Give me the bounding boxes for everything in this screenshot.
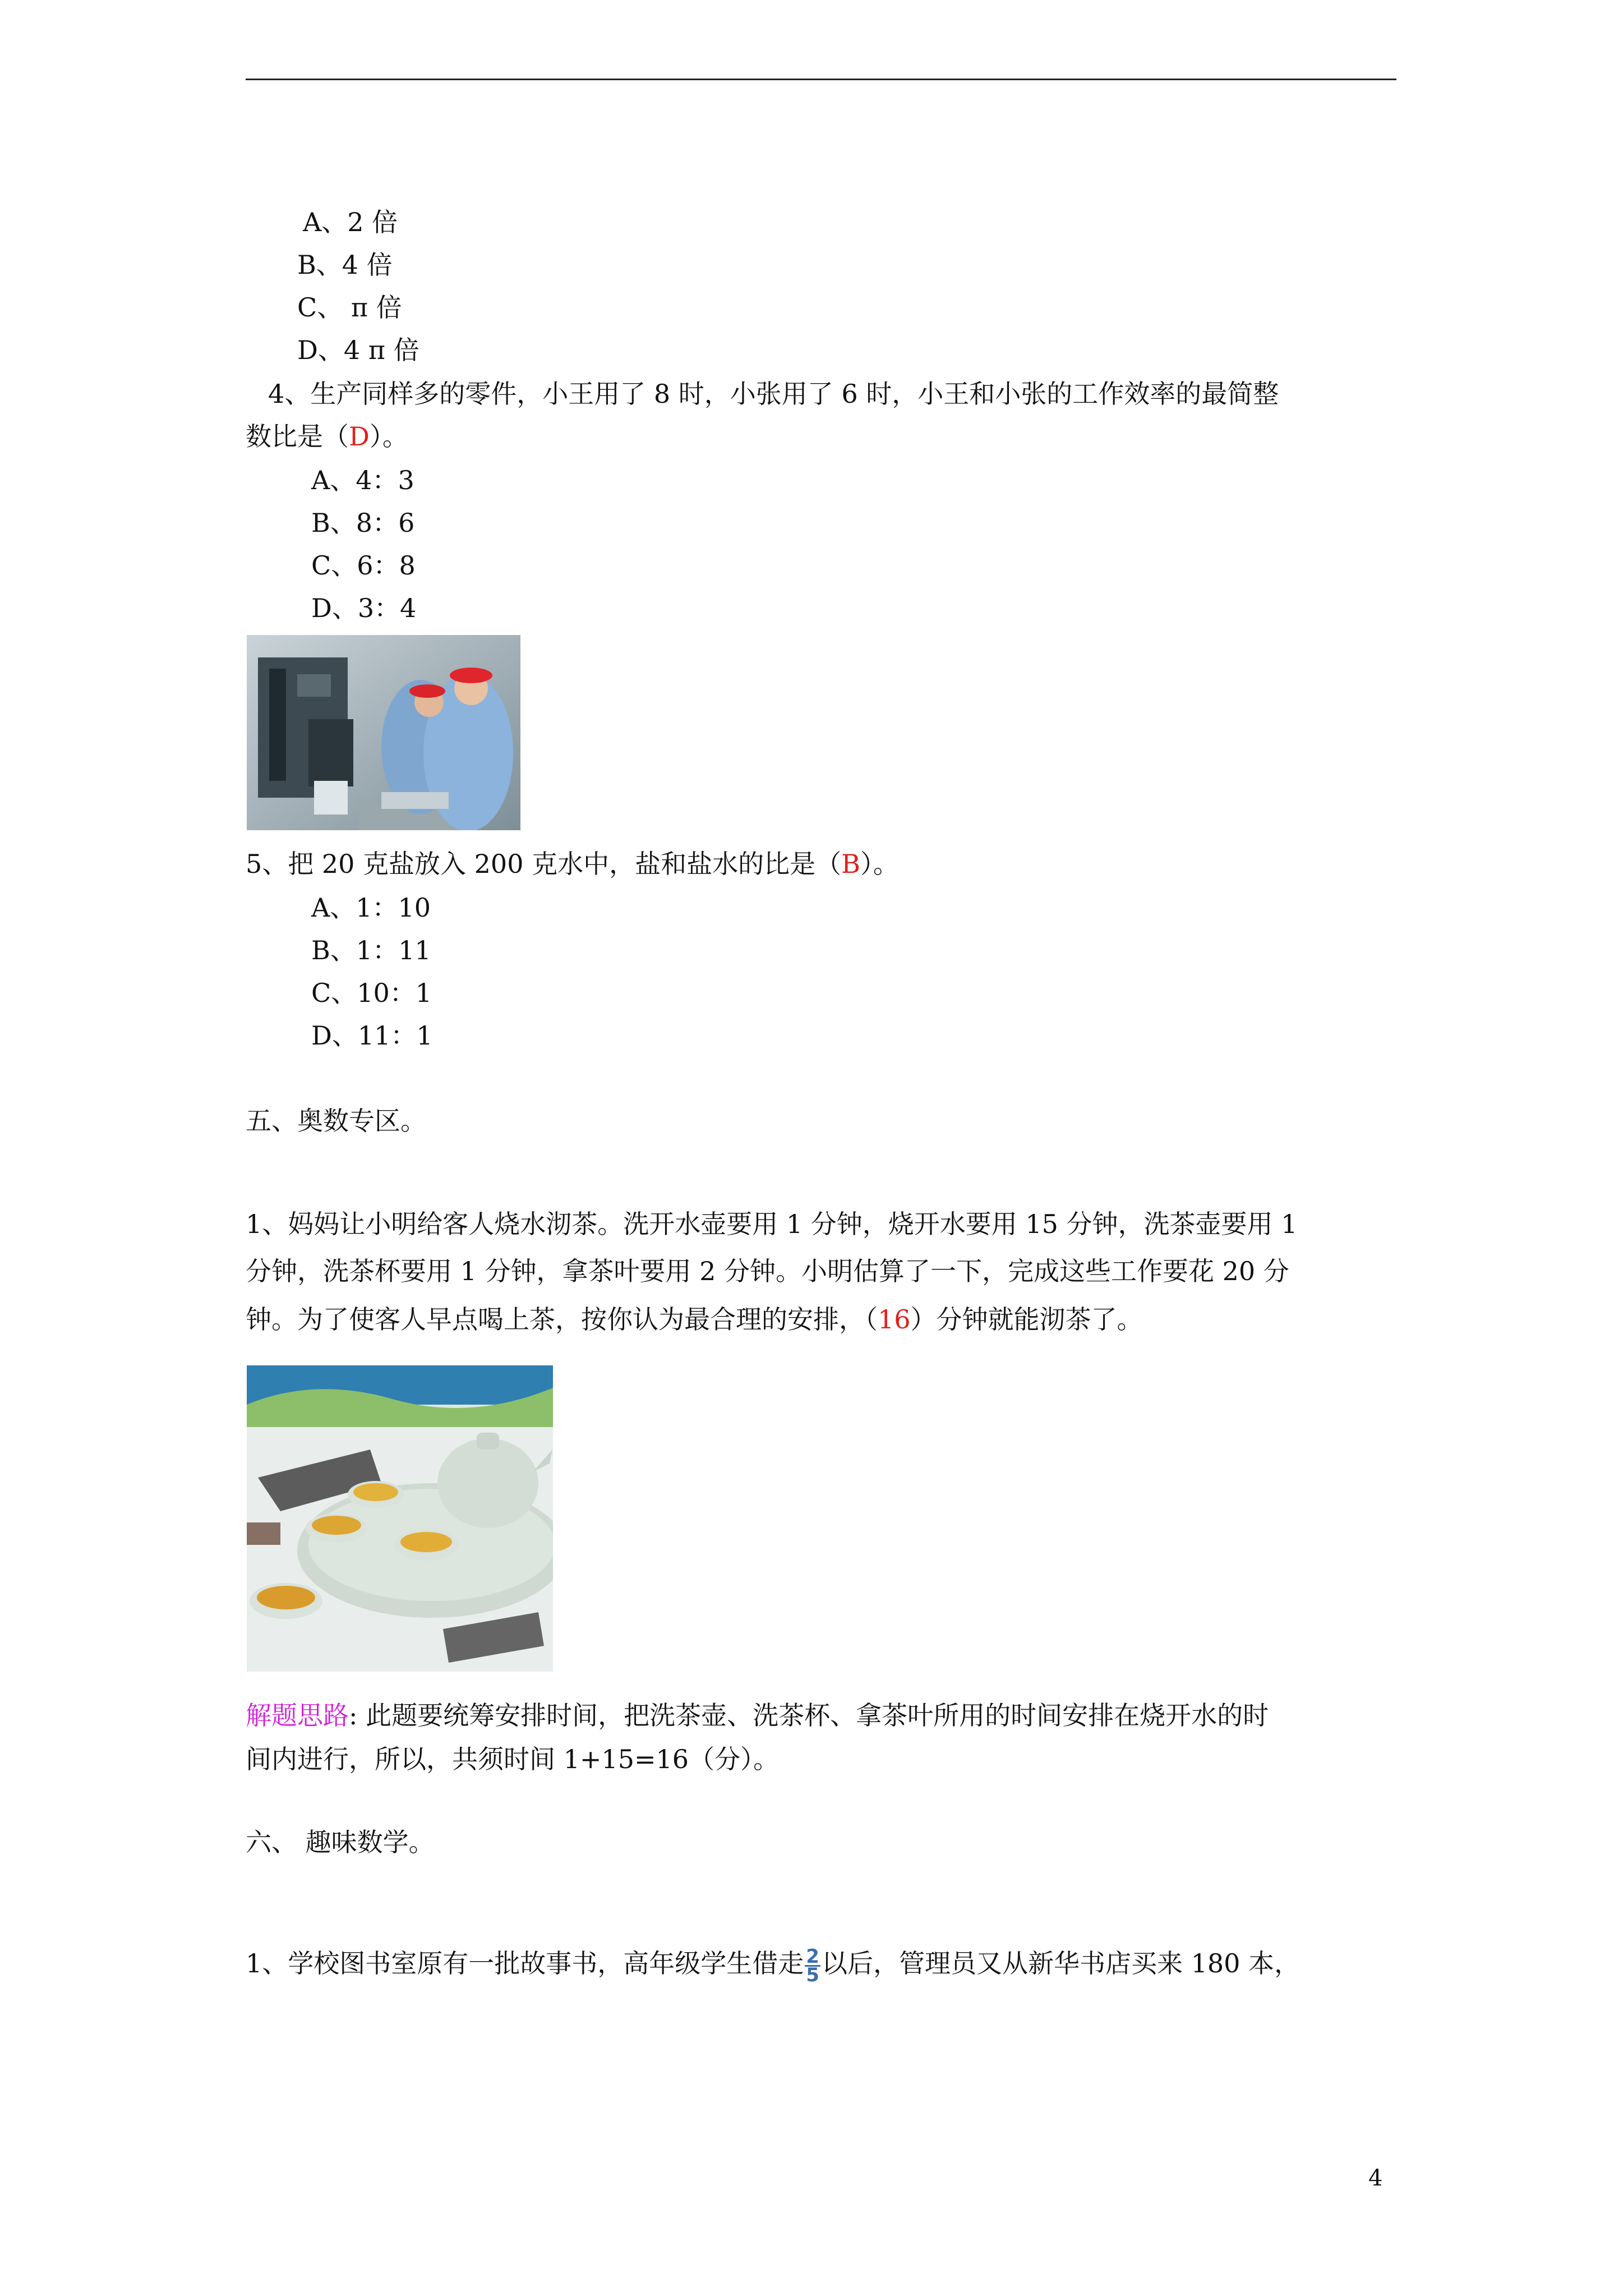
section5-q1-answer: 16 — [878, 1304, 911, 1335]
q5-option-a: A、1：10 — [311, 892, 431, 923]
section6-q1: 1、学校图书室原有一批故事书，高年级学生借走 $\frac{2}{5}$ 以后，管理员又从新华书店买来 180 本， — [246, 1945, 1300, 1986]
page-number: 4 — [1368, 2165, 1383, 2191]
section5-q1-line2: 分钟，洗茶杯要用 1 分钟，拿茶叶要用 2 分钟。小明估算了一下，完成这些工作要花 20 分 — [246, 1256, 1289, 1286]
q4-option-b: B、8：6 — [311, 508, 415, 538]
q3-option-d: D、4 π 倍 — [297, 335, 419, 365]
q5-option-b: B、1：11 — [311, 935, 431, 965]
solution-hint-label: 解题思路 — [246, 1700, 349, 1731]
q5-question: 5、把 20 克盐放入 200 克水中，盐和盐水的比是（B）。 — [246, 849, 899, 879]
section6-title: 六、 趣味数学。 — [246, 1827, 435, 1857]
q3-option-c: C、 π 倍 — [297, 292, 402, 323]
q4-option-c: C、6：8 — [311, 550, 416, 581]
q4-answer: D — [349, 421, 370, 452]
tea-set-photo — [247, 1365, 553, 1672]
solution-hint-line1: 解题思路: 此题要统筹安排时间，把洗茶壶、洗茶杯、拿茶叶所用的时间安排在烧开水的时 — [246, 1700, 1269, 1731]
q4-question-line1: 4、生产同样多的零件，小王用了 8 时，小张用了 6 时，小王和小张的工作效率的最简整 — [268, 379, 1279, 409]
q5-option-c: C、10：1 — [311, 978, 432, 1008]
q5-option-d: D、11：1 — [311, 1020, 433, 1051]
header-rule — [246, 79, 1396, 80]
q4-question-line2: 数比是（D）。 — [246, 421, 408, 452]
q4-option-a: A、4：3 — [311, 465, 414, 495]
q3-option-a: A、2 倍 — [303, 207, 398, 237]
fraction-two-fifths: $\frac{2}{5}$ — [806, 1945, 819, 1986]
section5-title: 五、奥数专区。 — [246, 1106, 426, 1136]
section5-q1-line3: 钟。为了使客人早点喝上茶，按你认为最合理的安排，（16）分钟就能沏茶了。 — [246, 1304, 1143, 1335]
q4-option-d: D、3：4 — [311, 593, 417, 623]
section5-q1-line1: 1、妈妈让小明给客人烧水沏茶。洗开水壶要用 1 分钟，烧开水要用 15 分钟，洗茶壶要用 1 — [246, 1209, 1298, 1239]
q3-option-b: B、4 倍 — [297, 250, 393, 280]
solution-hint-line2: 间内进行，所以，共须时间 1+15=16（分）。 — [246, 1744, 780, 1774]
q5-answer: B — [841, 849, 860, 879]
factory-workers-photo — [247, 635, 520, 830]
